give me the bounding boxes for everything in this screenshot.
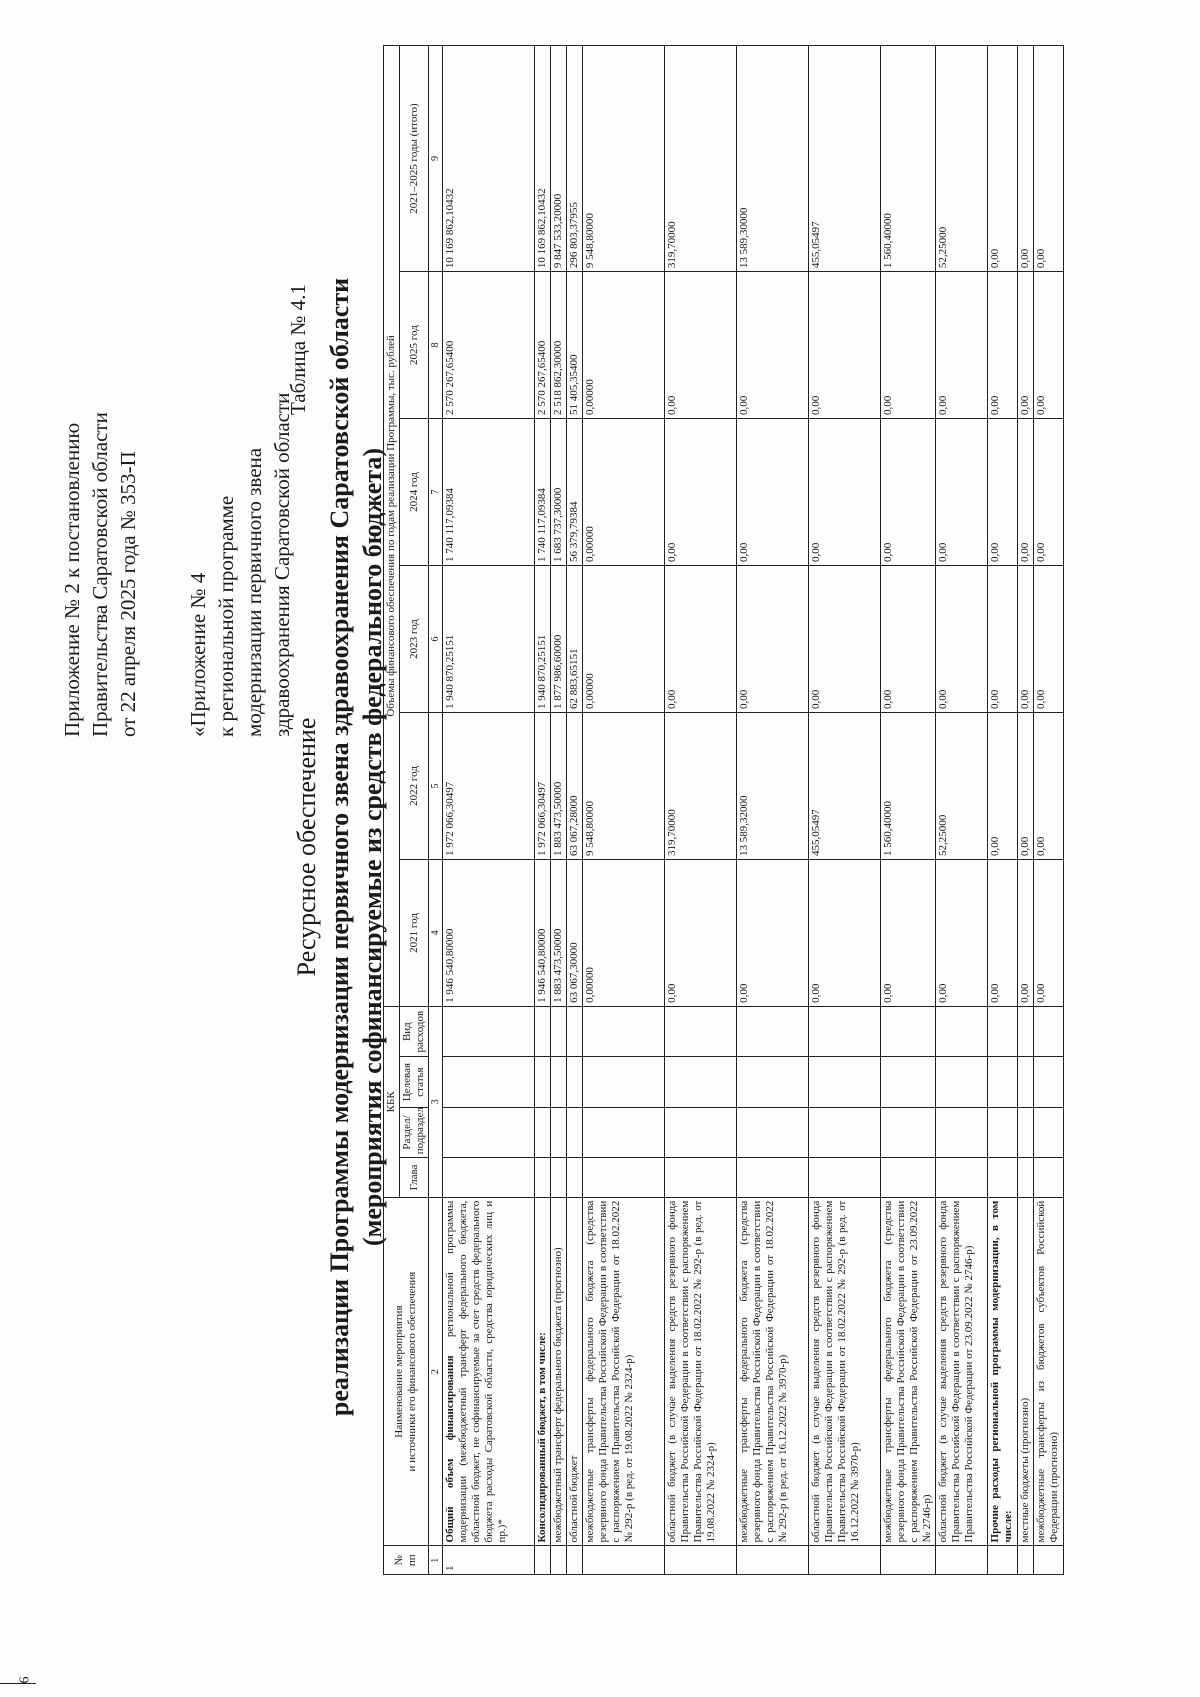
kbk-cell <box>443 1006 535 1056</box>
value-cell: 2 570 267,65400 <box>535 272 551 419</box>
kbk-cell <box>1034 1006 1064 1056</box>
row-number: 1 <box>443 1546 535 1575</box>
value-cell: 1 946 540,80000 <box>443 859 535 1006</box>
value-cell: 0,00 <box>1018 272 1034 419</box>
value-cell: 63 067,30000 <box>567 859 583 1006</box>
value-cell: 63 067,28000 <box>567 712 583 859</box>
value-cell: 0,00 <box>936 272 988 419</box>
value-cell: 1 940 870,25151 <box>443 566 535 713</box>
kbk-cell <box>1018 1006 1034 1056</box>
value-cell: 2 518 862,30000 <box>551 272 567 419</box>
row-name-bold: Прочие расходы региональной программы модернизации, в том числе: <box>989 1200 1014 1543</box>
prior-line: к региональной программе <box>214 495 238 737</box>
value-cell: 1 946 540,80000 <box>535 859 551 1006</box>
column-number-row <box>429 46 443 1575</box>
table-row <box>551 46 567 1575</box>
appendix-line: Приложение № 2 к постановлению <box>60 422 84 737</box>
kbk-cell <box>665 1158 737 1197</box>
value-cell: 0,00 <box>737 566 809 713</box>
kbk-cell <box>737 1107 809 1157</box>
table-row <box>737 46 809 1575</box>
value-cell: 1 560,40000 <box>881 46 936 272</box>
value-cell: 9 847 533,20000 <box>551 46 567 272</box>
col-number: 8 <box>429 272 443 419</box>
value-cell: 0,00 <box>809 859 881 1006</box>
value-cell: 0,00 <box>665 566 737 713</box>
value-cell: 0,00 <box>1018 46 1034 272</box>
value-cell: 0,00 <box>809 419 881 566</box>
row-number <box>583 1546 665 1575</box>
value-cell: 13 589,30000 <box>737 46 809 272</box>
prior-line: «Приложение № 4 <box>186 572 210 737</box>
table-row <box>535 46 551 1575</box>
value-cell: 0,00 <box>1034 46 1064 272</box>
table-row <box>443 46 535 1575</box>
kbk-cell <box>881 1006 936 1056</box>
value-cell: 52,25000 <box>936 712 988 859</box>
table-row <box>881 46 936 1575</box>
appendix-line: от 22 апреля 2025 года № 353-П <box>116 451 140 737</box>
kbk-cell <box>535 1057 551 1107</box>
value-cell: 0,00000 <box>583 859 665 1006</box>
row-number <box>535 1546 551 1575</box>
kbk-cell <box>567 1057 583 1107</box>
row-name: межбюджетные трансферты федерального бюджета (средства резервного фонда Правительства Российской Федерации в соответствии с распоряжением Правительства Российской Федерации от 18.02.2022 № 292-р (в ред. от 19.08.2022 № 2324-р) <box>583 1197 665 1546</box>
kbk-cell <box>1034 1107 1064 1157</box>
value-cell: 455,05497 <box>809 46 881 272</box>
kbk-cell <box>936 1057 988 1107</box>
kbk-cell <box>809 1057 881 1107</box>
value-cell: 0,00 <box>881 859 936 1006</box>
kbk-cell <box>936 1107 988 1157</box>
value-cell: 0,00 <box>809 566 881 713</box>
value-cell: 10 169 862,10432 <box>535 46 551 272</box>
col-number: 6 <box>429 566 443 713</box>
value-cell: 1 972 066,30497 <box>535 712 551 859</box>
row-number <box>936 1546 988 1575</box>
header-celevaya: Целевая статья <box>400 1057 429 1107</box>
value-cell: 319,70000 <box>665 46 737 272</box>
value-cell: 0,00 <box>936 566 988 713</box>
table-row <box>809 46 881 1575</box>
kbk-cell <box>988 1057 1018 1107</box>
kbk-cell <box>583 1057 665 1107</box>
row-name: межбюджетные трансферты федерального бюджета (средства резервного фонда Правительства Российской Федерации в соответствии с распоряжением Правительства Российской Федерации от 23.09.2022 № 2746-р) <box>881 1197 936 1546</box>
header-volumes: Объемы финансового обеспечения по годам реализации Программы, тыс. рублей <box>384 46 400 1007</box>
row-name-bold: Общий объем финансирования <box>444 1355 456 1543</box>
header-vid: Вид расходов <box>400 1006 429 1056</box>
value-cell: 52,25000 <box>936 46 988 272</box>
kbk-cell <box>665 1107 737 1157</box>
kbk-cell <box>988 1107 1018 1157</box>
header-razdel: Раздел/ подраздел <box>400 1107 429 1157</box>
kbk-cell <box>1034 1057 1064 1107</box>
value-cell: 0,00 <box>988 566 1018 713</box>
row-number <box>1034 1546 1064 1575</box>
kbk-cell <box>936 1158 988 1197</box>
header-year: 2024 год <box>400 419 429 566</box>
row-name <box>535 1197 551 1546</box>
header-year-total: 2021–2025 годы (итого) <box>400 46 429 272</box>
header-name-line: и источники его финансового обеспечения <box>406 1271 418 1472</box>
row-name <box>443 1197 535 1546</box>
row-number <box>665 1546 737 1575</box>
row-name: областной бюджет (в случае выделения средств резервного фонда Правительства Российской Федерации в соответствии с распоряжением Правительства Российской Федерации от 18.02.2022 № 292-р (в ред. от 16.12.2022 № 3970-р) <box>809 1197 881 1546</box>
kbk-cell <box>583 1006 665 1056</box>
value-cell: 0,00 <box>936 859 988 1006</box>
kbk-cell <box>567 1158 583 1197</box>
value-cell: 0,00 <box>1034 272 1064 419</box>
row-number <box>881 1546 936 1575</box>
value-cell: 9 548,80000 <box>583 46 665 272</box>
row-number <box>737 1546 809 1575</box>
value-cell: 0,00 <box>1018 712 1034 859</box>
appendix-line: Правительства Саратовской области <box>88 412 112 737</box>
value-cell: 10 169 862,10432 <box>443 46 535 272</box>
kbk-cell <box>737 1057 809 1107</box>
kbk-cell <box>567 1107 583 1157</box>
value-cell: 0,00 <box>1018 419 1034 566</box>
value-cell: 0,00 <box>988 419 1018 566</box>
kbk-cell <box>881 1057 936 1107</box>
value-cell: 1 877 986,60000 <box>551 566 567 713</box>
col-number: 4 <box>429 859 443 1006</box>
value-cell: 0,00 <box>1018 859 1034 1006</box>
col-number: 1 <box>429 1546 443 1575</box>
table-row <box>1018 46 1034 1575</box>
kbk-cell <box>535 1158 551 1197</box>
kbk-cell <box>443 1158 535 1197</box>
value-cell: 56 379,79384 <box>567 419 583 566</box>
value-cell: 0,00 <box>988 712 1018 859</box>
kbk-cell <box>535 1107 551 1157</box>
value-cell: 0,00 <box>665 419 737 566</box>
header-name-line: Наименование мероприятия <box>393 1305 405 1438</box>
kbk-cell <box>737 1158 809 1197</box>
value-cell: 0,00 <box>665 859 737 1006</box>
value-cell: 2 570 267,65400 <box>443 272 535 419</box>
row-name: местные бюджеты (прогнозно) <box>1018 1197 1034 1546</box>
value-cell: 455,05497 <box>809 712 881 859</box>
table-row <box>988 46 1018 1575</box>
value-cell: 1 740 117,09384 <box>535 419 551 566</box>
kbk-cell <box>665 1057 737 1107</box>
kbk-cell <box>1018 1158 1034 1197</box>
header-year: 2021 год <box>400 859 429 1006</box>
prior-line: здравоохранения Саратовской области <box>270 392 294 737</box>
kbk-cell <box>1018 1057 1034 1107</box>
value-cell: 1 683 737,30000 <box>551 419 567 566</box>
value-cell: 0,00 <box>1034 419 1064 566</box>
kbk-cell <box>551 1158 567 1197</box>
value-cell: 1 940 870,25151 <box>535 566 551 713</box>
table-row <box>665 46 737 1575</box>
kbk-cell <box>535 1006 551 1056</box>
row-name: межбюджетные трансферты из бюджетов субъектов Российской Федерации (прогнозно) <box>1034 1197 1064 1546</box>
value-cell: 0,00 <box>988 859 1018 1006</box>
document-title <box>290 167 389 1527</box>
value-cell: 0,00 <box>737 859 809 1006</box>
kbk-cell <box>809 1107 881 1157</box>
title-line: реализации Программы модернизации первичного звена здравоохранения Саратовской области <box>325 277 354 1417</box>
kbk-cell <box>881 1158 936 1197</box>
kbk-cell <box>583 1158 665 1197</box>
row-name <box>988 1197 1018 1546</box>
row-name-rest: региональной программы модернизации (межбюджетный трансферт федерального бюджета, областной бюджет, не софинансируемые за счет средств федерального бюджета расходы Саратовской области, средства юридических лиц и пр.)* <box>444 1200 508 1543</box>
row-name: межбюджетные трансферты федерального бюджета (средства резервного фонда Правительства Российской Федерации в соответствии с распоряжением Правительства Российской Федерации от 18.02.2022 № 292-р (в ред. от 16.12.2022 № 3970-р) <box>737 1197 809 1546</box>
kbk-cell <box>988 1006 1018 1056</box>
kbk-cell <box>551 1107 567 1157</box>
value-cell: 1 740 117,09384 <box>443 419 535 566</box>
col-number: 2 <box>429 1197 443 1546</box>
col-number: 5 <box>429 712 443 859</box>
value-cell: 1 560,40000 <box>881 712 936 859</box>
header-name <box>384 1197 429 1546</box>
value-cell: 13 589,32000 <box>737 712 809 859</box>
table-row <box>936 46 988 1575</box>
appendix-header <box>58 177 142 737</box>
kbk-cell <box>988 1158 1018 1197</box>
value-cell: 0,00 <box>881 272 936 419</box>
value-cell: 1 883 473,50000 <box>551 712 567 859</box>
header-glava: Глава <box>400 1158 429 1197</box>
kbk-cell <box>551 1057 567 1107</box>
value-cell: 0,00 <box>1034 859 1064 1006</box>
kbk-cell <box>809 1158 881 1197</box>
kbk-cell <box>443 1107 535 1157</box>
value-cell: 0,00 <box>1034 712 1064 859</box>
kbk-cell <box>737 1006 809 1056</box>
row-number <box>809 1546 881 1575</box>
resource-table <box>383 45 1064 1575</box>
row-name: межбюджетный трансферт федерального бюджета (прогнозно) <box>551 1197 567 1546</box>
table-row <box>583 46 665 1575</box>
col-number: 9 <box>429 46 443 272</box>
row-name-bold: Консолидированный бюджет, в том числе: <box>536 1332 548 1543</box>
header-no: № пп <box>384 1546 429 1575</box>
header-year: 2025 год <box>400 272 429 419</box>
prior-line: модернизации первичного звена <box>242 447 266 737</box>
kbk-cell <box>665 1006 737 1056</box>
value-cell: 0,00 <box>737 272 809 419</box>
value-cell: 0,00 <box>988 272 1018 419</box>
title-line: Ресурсное обеспечение <box>292 717 321 977</box>
value-cell: 1 972 066,30497 <box>443 712 535 859</box>
title-line: (мероприятия софинансируемые из средств федерального бюджета) <box>358 447 387 1247</box>
value-cell: 0,00000 <box>583 566 665 713</box>
kbk-cell <box>443 1057 535 1107</box>
header-year: 2023 год <box>400 566 429 713</box>
table-row <box>567 46 583 1575</box>
col-number: 7 <box>429 419 443 566</box>
kbk-cell <box>1034 1158 1064 1197</box>
value-cell: 0,00 <box>1034 566 1064 713</box>
table-label: Таблица № 4.1 <box>286 284 310 415</box>
kbk-cell <box>1018 1107 1034 1157</box>
kbk-cell <box>936 1006 988 1056</box>
table-body <box>443 46 1064 1575</box>
header-year: 2022 год <box>400 712 429 859</box>
kbk-cell <box>567 1006 583 1056</box>
prior-appendix-header <box>184 177 296 737</box>
kbk-cell <box>881 1107 936 1157</box>
value-cell: 0,00 <box>881 566 936 713</box>
row-number <box>1018 1546 1034 1575</box>
row-name: областной бюджет <box>567 1197 583 1546</box>
row-number <box>988 1546 1018 1575</box>
row-name: областной бюджет (в случае выделения средств резервного фонда Правительства Российской Федерации в соответствии с распоряжением Правительства Российской Федерации от 18.02.2022 № 292-р (в ред. от 19.08.2022 № 2324-р) <box>665 1197 737 1546</box>
value-cell: 0,00 <box>936 419 988 566</box>
value-cell: 0,00000 <box>583 419 665 566</box>
value-cell: 51 405,35400 <box>567 272 583 419</box>
kbk-cell <box>583 1107 665 1157</box>
kbk-cell <box>551 1006 567 1056</box>
value-cell: 0,00000 <box>583 272 665 419</box>
header-kbk: КБК <box>384 1006 400 1197</box>
value-cell: 296 803,37955 <box>567 46 583 272</box>
row-number <box>567 1546 583 1575</box>
row-number <box>551 1546 567 1575</box>
value-cell: 0,00 <box>809 272 881 419</box>
page-number: 6 <box>17 1676 33 1684</box>
value-cell: 0,00 <box>665 272 737 419</box>
value-cell: 1 883 473,50000 <box>551 859 567 1006</box>
value-cell: 319,70000 <box>665 712 737 859</box>
value-cell: 0,00 <box>881 419 936 566</box>
value-cell: 9 548,80000 <box>583 712 665 859</box>
value-cell: 62 883,65151 <box>567 566 583 713</box>
value-cell: 0,00 <box>1018 566 1034 713</box>
value-cell: 0,00 <box>988 46 1018 272</box>
row-name: областной бюджет (в случае выделения средств резервного фонда Правительства Российской Федерации в соответствии с распоряжением Правительства Российской Федерации от 23.09.2022 № 2746-р) <box>936 1197 988 1546</box>
col-number: 3 <box>429 1006 443 1197</box>
kbk-cell <box>809 1006 881 1056</box>
value-cell: 0,00 <box>737 419 809 566</box>
table-row <box>1034 46 1064 1575</box>
